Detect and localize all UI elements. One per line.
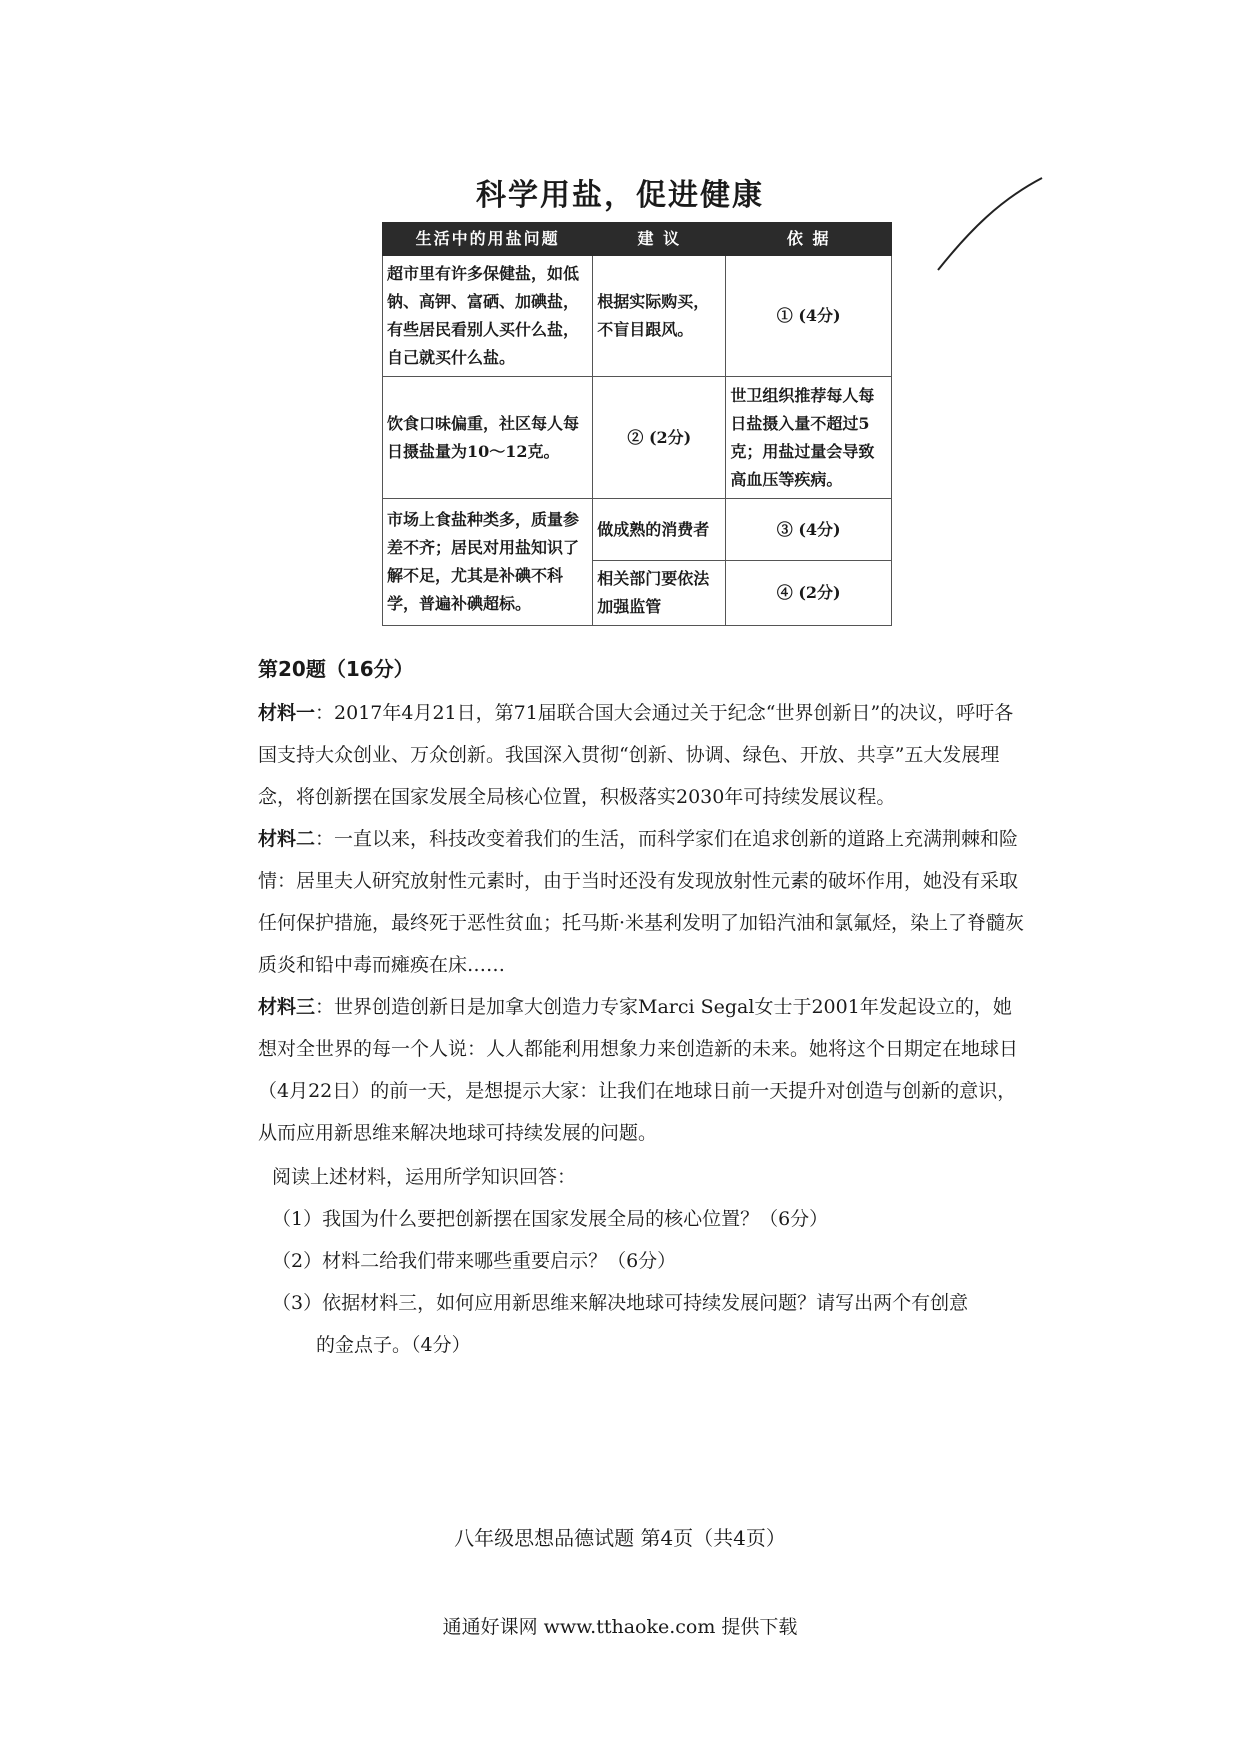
material-two-label: 材料二 [258, 828, 316, 850]
row2-basis: 世卫组织推荐每人每日盐摄入量不超过5克；用盐过量会导致高血压等疾病。 [726, 377, 892, 499]
sub-question-1: （1）我国为什么要把创新摆在国家发展全局的核心位置？（6分） [272, 1208, 829, 1230]
row3-basis-a: ③ (4分) [726, 499, 892, 561]
table-title: 科学用盐，促进健康 [476, 178, 764, 213]
header-problem: 生活中的用盐问题 [383, 223, 593, 256]
row2-problem: 饮食口味偏重，社区每人每日摄盐量为10～12克。 [383, 377, 593, 499]
row1-advice: 根据实际购买，不盲目跟风。 [593, 256, 726, 377]
material-one-label: 材料一 [258, 702, 316, 724]
row3-problem: 市场上食盐种类多，质量参差不齐；居民对用盐知识了解不足，尤其是补碘不科学，普遍补碘超标。 [383, 499, 593, 626]
question-intro: 阅读上述材料，运用所学知识回答： [272, 1166, 577, 1188]
material-three-text: ：世界创造创新日是加拿大创造力专家Marci Segal女士于2001年发起设立的，她想对全世界的每一个人说：人人都能利用想象力来创造新的未来。她将这个日期定在地球日（4月22日）的前一天，是想提示大家：让我们在地球日前一天提升对创造与创新的意识，从而应用新思维来解决地球可持续发展的问题。 [258, 996, 1019, 1144]
sub-question-3 [258, 1282, 1030, 1366]
material-two-text: ：一直以来，科技改变着我们的生活，而科学家们在追求创新的道路上充满荆棘和险情：居里夫人研究放射性元素时，由于当时还没有发现放射性元素的破坏作用，她没有采取任何保护措施，最终死于恶性贫血；托马斯·米基利发明了加铅汽油和氯氟烃，染上了脊髓灰质炎和铅中毒而瘫痪在床…… [258, 828, 1025, 976]
row3-advice-a: 做成熟的消费者 [593, 499, 726, 561]
table-header-row [383, 223, 892, 256]
material-one-text: ：2017年4月21日，第71届联合国大会通过关于纪念“世界创新日”的决议，呼吁各国支持大众创业、万众创新。我国深入贯彻“创新、协调、绿色、开放、共享”五大发展理念，将创新摆在国家发展全局核心位置，积极落实2030年可持续发展议程。 [258, 702, 1014, 808]
download-watermark: 通通好课网 www.tthaoke.com 提供下载 [442, 1616, 798, 1638]
row3-advice-b: 相关部门要依法加强监管 [593, 561, 726, 626]
sub-question-2: （2）材料二给我们带来哪些重要启示？（6分） [272, 1250, 677, 1272]
question-content [258, 648, 1030, 1366]
header-basis: 依 据 [726, 223, 892, 256]
table-row [383, 256, 892, 377]
row1-basis: ① (4分) [726, 256, 892, 377]
question-heading: 第20题（16分） [258, 657, 414, 681]
table-row [383, 377, 892, 499]
table-row [383, 499, 892, 561]
pen-stroke-mark [930, 170, 1050, 280]
sub-question-3-line2: 的金点子。（4分） [316, 1334, 471, 1356]
sub-question-list [258, 1198, 1030, 1366]
row2-advice: ② (2分) [593, 377, 726, 499]
material-three [258, 986, 1030, 1154]
material-two [258, 818, 1030, 986]
header-advice: 建 议 [593, 223, 726, 256]
row3-basis-b: ④ (2分) [726, 561, 892, 626]
salt-table [382, 222, 892, 626]
material-three-label: 材料三 [258, 996, 316, 1018]
page-footer: 八年级思想品德试题 第4页（共4页） [454, 1526, 786, 1550]
row1-problem: 超市里有许多保健盐，如低钠、高钾、富硒、加碘盐，有些居民看别人买什么盐，自己就买什么盐。 [383, 256, 593, 377]
material-one [258, 692, 1030, 818]
sub-question-3-line1: （3）依据材料三，如何应用新思维来解决地球可持续发展问题？请写出两个有创意 [272, 1292, 969, 1314]
